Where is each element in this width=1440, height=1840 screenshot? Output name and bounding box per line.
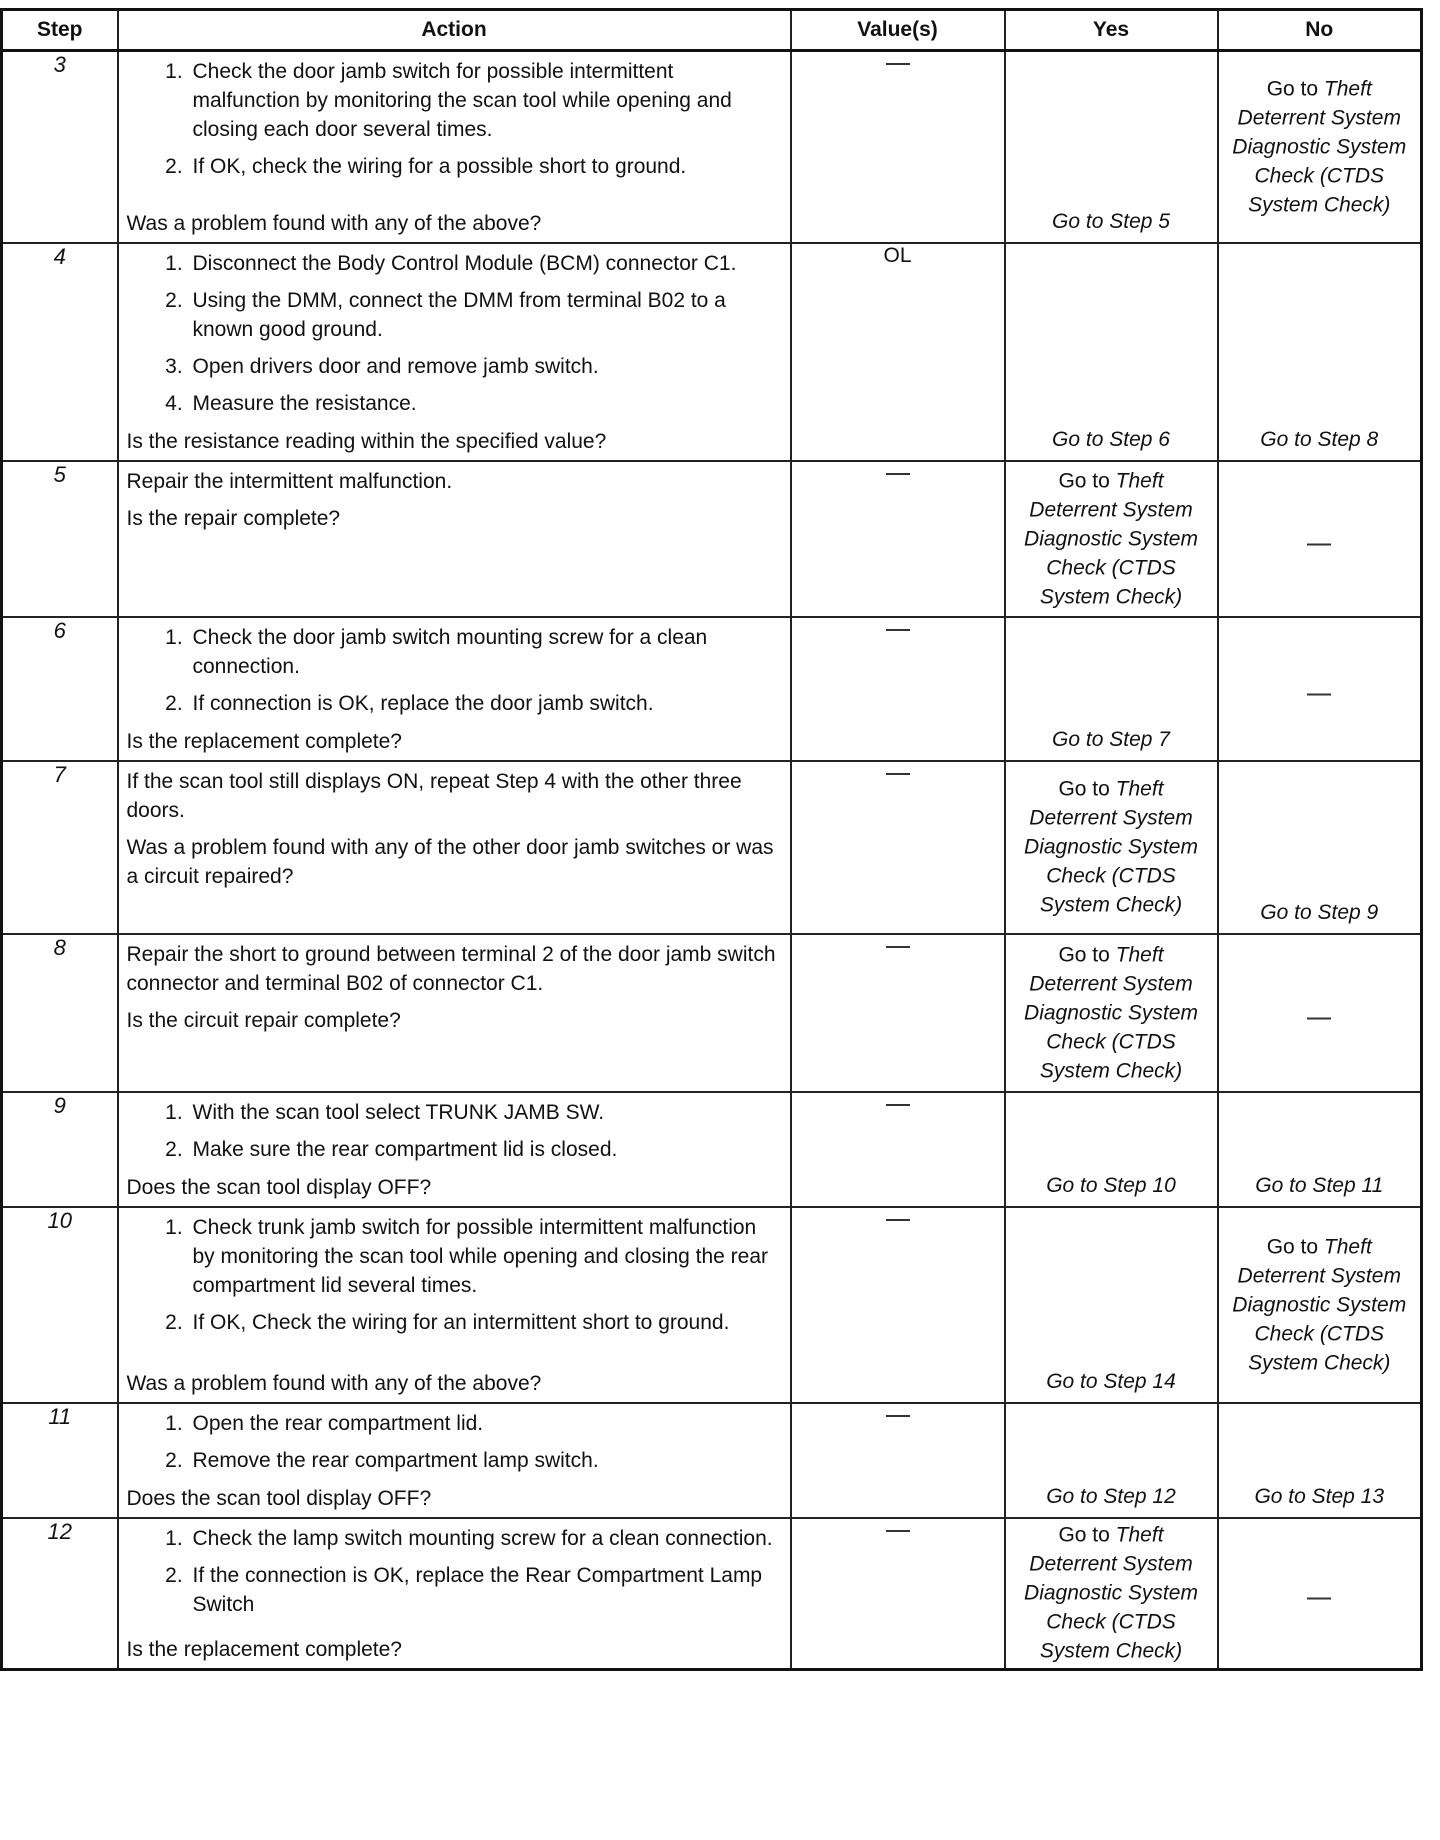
table-body [2,51,1422,1670]
dash-line [886,473,910,475]
action-step: 2. If the connection is OK, replace the Rear Compartment Lamp Switch [189,1561,780,1627]
action-question: Is the resistance reading within the specified value? [126,429,607,453]
step-number: 3 [2,51,118,243]
yes-cell-goto[interactable] [1010,769,1213,926]
action-paragraph: If the scan tool still displays ON, repeat Step 4 with the other three doors. [126,769,742,822]
no-cell [1218,1207,1422,1403]
yes-cell-goto[interactable] [1010,934,1213,1091]
no-cell [1218,1518,1422,1670]
action-steps-list [127,57,780,189]
action-step: 2. If OK, Check the wiring for an intermittent short to ground. [189,1308,780,1345]
action-step: 1. Disconnect the Body Control Module (BCM) connector C1. [189,249,780,286]
no-cell [1218,761,1422,934]
no-cell-goto[interactable]: Go to Step 8 [1260,427,1379,451]
action-question: Does the scan tool display OFF? [126,1175,432,1199]
action-step: 2. Using the DMM, connect the DMM from terminal B02 to a known good ground. [189,286,780,352]
dash-line [886,1219,910,1221]
step-number: 5 [2,461,118,617]
yes-cell [1005,1403,1218,1518]
action-question: Does the scan tool display OFF? [126,1486,432,1510]
action-step: 1. Check the door jamb switch for possible intermittent malfunction by monitoring the scan tool while opening and closing each door several times. [189,57,780,152]
action-cell [118,461,791,617]
value-cell [791,1403,1005,1518]
action-question: Is the replacement complete? [126,1638,402,1661]
table-row [2,934,1422,1092]
value-cell [791,1092,1005,1207]
action-step: 1. Check the door jamb switch mounting screw for a clean connection. [189,623,780,689]
table-row [2,761,1422,934]
action-content [119,1208,790,1379]
value-cell [791,934,1005,1092]
action-paragraph: Repair the short to ground between terminal 2 of the door jamb switch connector and terminal B02 of connector C1. [126,942,776,995]
action-step: 2. If connection is OK, replace the door jamb switch. [189,689,780,726]
action-step: 2. Make sure the rear compartment lid is closed. [189,1135,780,1172]
yes-cell-goto[interactable]: Go to Step 7 [1052,727,1170,751]
action-question: Is the replacement complete? [126,729,402,753]
action-steps-list [127,249,780,426]
no-cell [1218,1092,1422,1207]
action-step: 2. If OK, check the wiring for a possible short to ground. [189,152,780,189]
action-paragraph: Is the circuit repair complete? [126,1008,401,1032]
goto-reference: Theft Deterrent System Diagnostic System Check (CTDS System Check) [1024,943,1198,1082]
no-cell [1218,1403,1422,1518]
action-step: 3. Open drivers door and remove jamb switch. [189,352,780,389]
action-steps-list [127,1213,780,1345]
step-number: 11 [2,1403,118,1518]
no-cell-goto[interactable] [1223,68,1417,225]
dash-line [1307,1598,1331,1600]
goto-reference: Theft Deterrent System Diagnostic System Check (CTDS System Check) [1024,469,1198,608]
action-content [119,935,790,1077]
table-row [2,617,1422,761]
action-step: 1. Check trunk jamb switch for possible intermittent malfunction by monitoring the scan tool while opening and closing the rear compartment lid several times. [189,1213,780,1308]
yes-cell [1005,617,1218,761]
no-cell-goto[interactable] [1223,1226,1417,1383]
no-cell-goto[interactable]: Go to Step 11 [1255,1173,1384,1197]
action-content [119,762,790,933]
action-step: 1. With the scan tool select TRUNK JAMB SW. [189,1098,780,1135]
dash-line [1307,693,1331,695]
action-step: 1. Check the lamp switch mounting screw for a clean connection. [189,1524,780,1561]
action-question: Was a problem found with any of the above? [126,1371,542,1395]
yes-cell-goto[interactable] [1010,460,1213,617]
dash-line [886,773,910,775]
goto-prefix: Go to [1058,469,1110,492]
table-row [2,1092,1422,1207]
dash-line [886,1104,910,1106]
yes-cell [1005,761,1218,934]
action-cell [118,1207,791,1403]
action-step: 1. Open the rear compartment lid. [189,1409,780,1446]
dash-line [886,63,910,65]
yes-cell-goto[interactable]: Go to Step 6 [1052,427,1170,451]
goto-prefix: Go to [1266,1235,1319,1258]
goto-prefix: Go to [1058,777,1110,801]
action-cell [118,617,791,761]
action-content [119,462,790,575]
action-cell [118,243,791,461]
table-row [2,1207,1422,1403]
action-paragraph: Repair the intermittent malfunction. [126,469,453,493]
step-number: 10 [2,1207,118,1403]
goto-prefix: Go to [1266,77,1319,101]
no-cell [1218,51,1422,243]
yes-cell-goto[interactable]: Go to Step 14 [1046,1369,1176,1393]
table-row [2,243,1422,461]
dash-mark [1219,998,1421,1027]
step-number: 7 [2,761,118,934]
value-cell [791,761,1005,934]
table-row [2,1403,1422,1518]
action-cell [118,51,791,243]
action-steps-list [127,1409,780,1483]
goto-reference: Theft Deterrent System Diagnostic System Check (CTDS System Check) [1232,1235,1407,1374]
value-cell [791,51,1005,243]
yes-cell-goto[interactable]: Go to Step 5 [1052,209,1170,233]
yes-cell-goto[interactable]: Go to Step 12 [1046,1484,1176,1508]
step-number: 12 [2,1518,118,1670]
yes-cell [1005,1092,1218,1207]
value-cell [791,617,1005,761]
yes-cell [1005,461,1218,617]
goto-prefix: Go to [1058,943,1110,966]
no-cell [1218,617,1422,761]
action-cell [118,1518,791,1670]
header-yes: Yes [1005,10,1218,51]
action-steps-list [127,623,780,726]
action-steps-list [127,1524,780,1627]
table-row [2,1518,1422,1670]
action-cell [118,1092,791,1207]
action-step: 2. Remove the rear compartment lamp switch. [189,1446,780,1483]
header-step: Step [2,10,118,51]
header-values: Value(s) [791,10,1005,51]
step-number: 6 [2,617,118,761]
value-text: OL [883,243,912,267]
goto-reference: Theft Deterrent System Diagnostic System Check (CTDS System Check) [1024,1523,1198,1663]
step-number: 4 [2,243,118,461]
header-row [2,10,1422,51]
step-number: 9 [2,1092,118,1207]
dash-mark [1219,524,1421,553]
value-cell [791,1518,1005,1670]
header-no: No [1218,10,1422,51]
yes-cell [1005,243,1218,461]
no-cell [1218,243,1422,461]
dash-line [1307,543,1331,545]
step-number: 8 [2,934,118,1092]
action-cell [118,1403,791,1518]
diagnostic-table [0,8,1423,1671]
dash-line [886,629,910,631]
action-step: 4. Measure the resistance. [189,389,780,426]
no-cell-goto[interactable]: Go to Step 13 [1254,1484,1385,1508]
action-paragraph: Was a problem found with any of the other door jamb switches or was a circuit repaired? [126,835,774,888]
dash-line [886,1530,910,1532]
action-content [119,52,790,223]
action-steps-list [127,1098,780,1172]
action-paragraph: Is the repair complete? [126,506,341,530]
yes-cell [1005,1518,1218,1670]
yes-cell [1005,1207,1218,1403]
value-cell [791,1207,1005,1403]
dash-mark [1219,674,1421,703]
no-cell [1218,461,1422,617]
goto-reference: Theft Deterrent System Diagnostic System Check (CTDS System Check) [1232,77,1407,217]
value-cell [791,243,1005,461]
header-action: Action [118,10,791,51]
yes-cell [1005,51,1218,243]
dash-mark [1219,1579,1421,1608]
yes-cell [1005,934,1218,1092]
table-row [2,51,1422,243]
action-cell [118,934,791,1092]
dash-line [886,1415,910,1417]
goto-prefix: Go to [1058,1523,1110,1547]
value-cell [791,461,1005,617]
dash-line [886,946,910,948]
action-cell [118,761,791,934]
yes-cell-goto[interactable]: Go to Step 10 [1046,1173,1176,1197]
no-cell-goto[interactable]: Go to Step 9 [1260,900,1379,924]
no-cell [1218,934,1422,1092]
table-row [2,461,1422,617]
yes-cell-goto[interactable] [1010,1515,1213,1672]
dash-line [1307,1017,1331,1019]
action-question: Was a problem found with any of the above? [126,211,542,235]
goto-reference: Theft Deterrent System Diagnostic System Check (CTDS System Check) [1024,777,1198,917]
